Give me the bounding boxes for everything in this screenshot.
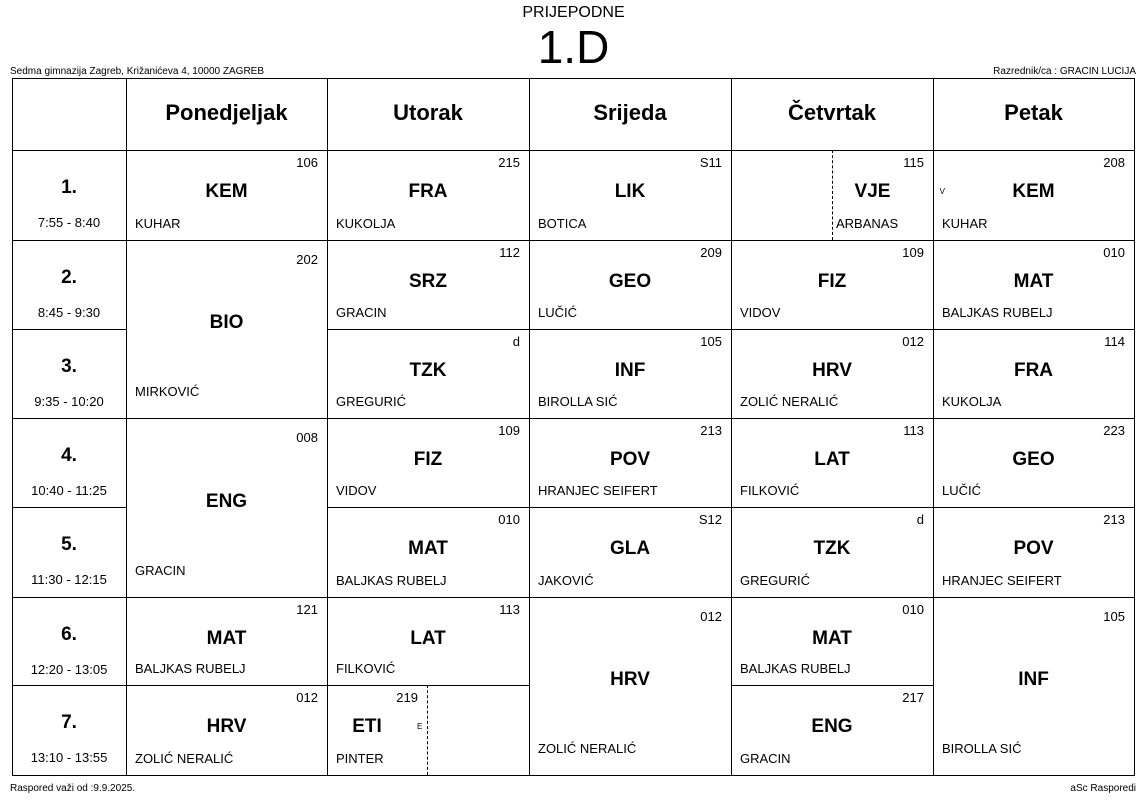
teacher-name: GREGURIĆ	[336, 394, 407, 409]
teacher-name: GRACIN	[336, 305, 387, 320]
software-credit: aSc Rasporedi	[1070, 783, 1136, 794]
subject-code: MAT	[812, 628, 852, 649]
day-header: Petak	[1004, 100, 1063, 125]
teacher-name: ARBANAS	[836, 216, 899, 231]
room-number: 105	[1103, 609, 1125, 624]
period-time: 13:10 - 13:55	[30, 750, 108, 765]
room-number: 008	[296, 430, 318, 445]
teacher-name: VIDOV	[336, 483, 377, 498]
room-number: 012	[700, 609, 722, 624]
subject-code: FIZ	[817, 271, 847, 292]
room-number: S12	[698, 512, 722, 527]
subject-code: ETI	[352, 716, 382, 737]
subject-code: LIK	[614, 181, 646, 202]
room-number: 113	[903, 423, 924, 438]
split-divider	[832, 150, 833, 240]
subject-code: SRZ	[409, 271, 447, 292]
subject-code: VJE	[854, 181, 891, 202]
teacher-name: KUHAR	[135, 216, 181, 231]
subject-code: GEO	[1012, 449, 1055, 470]
lesson-cell	[327, 418, 529, 507]
room-number: 213	[1103, 512, 1125, 527]
subject-code: ENG	[205, 490, 248, 512]
period-time: 10:40 - 11:25	[31, 483, 107, 498]
room-number: d	[512, 334, 520, 349]
room-number: 106	[296, 155, 318, 170]
teacher-name: GRACIN	[135, 563, 186, 578]
room-number: 105	[700, 334, 722, 349]
valid-from-note: Raspored važi od :9.9.2025.	[10, 783, 136, 794]
room-number: 010	[1103, 245, 1125, 260]
teacher-name: BOTICA	[538, 216, 587, 231]
period-time: 9:35 - 10:20	[34, 394, 104, 409]
lesson-cell	[529, 418, 731, 507]
lesson-cell	[327, 329, 529, 418]
room-number: 217	[902, 690, 924, 705]
room-number: 114	[1104, 334, 1125, 349]
subject-code: HRV	[610, 669, 650, 690]
period-number: 4.	[61, 445, 77, 466]
subject-code: MAT	[206, 628, 247, 649]
period-number: 6.	[61, 624, 77, 645]
subject-code: FRA	[1013, 360, 1054, 381]
lesson-cell	[529, 329, 731, 418]
lesson-divider	[529, 775, 732, 776]
split-divider	[427, 685, 428, 775]
lesson-cell	[933, 150, 1134, 240]
teacher-name: GRACIN	[740, 751, 791, 766]
teacher-name: PINTER	[336, 751, 384, 766]
day-header: Utorak	[393, 100, 463, 125]
room-number: 223	[1103, 423, 1125, 438]
lesson-cell	[933, 507, 1134, 597]
lesson-cell	[126, 150, 327, 240]
teacher-name: FILKOVIĆ	[336, 661, 396, 676]
room-number: 010	[902, 602, 924, 617]
period-divider	[12, 240, 127, 241]
teacher-name: KUHAR	[942, 216, 988, 231]
period-divider	[12, 597, 127, 598]
teacher-name: HRANJEC SEIFERT	[538, 483, 658, 498]
teacher-name: HRANJEC SEIFERT	[942, 573, 1062, 588]
teacher-name: VIDOV	[740, 305, 781, 320]
lesson-divider	[327, 775, 530, 776]
subject-code: LAT	[410, 628, 446, 649]
subject-code: POV	[1013, 538, 1054, 559]
lesson-cell	[327, 685, 427, 775]
teacher-name: ZOLIĆ NERALIĆ	[740, 394, 839, 409]
period-time: 12:20 - 13:05	[30, 662, 108, 677]
teacher-name: ZOLIĆ NERALIĆ	[538, 741, 637, 756]
period-number: 3.	[61, 356, 77, 377]
lesson-divider	[933, 775, 1135, 776]
lesson-divider	[731, 775, 934, 776]
lesson-cell	[529, 507, 731, 597]
period-number: 1.	[61, 177, 77, 198]
period-number: 2.	[61, 267, 77, 288]
room-number: 012	[296, 690, 318, 705]
class-title: 1.D	[537, 21, 610, 73]
lesson-cell	[327, 150, 529, 240]
teacher-name: JAKOVIĆ	[538, 573, 594, 588]
period-time: 8:45 - 9:30	[37, 305, 101, 320]
teacher-name: GREGURIĆ	[740, 573, 811, 588]
lesson-cell	[529, 597, 731, 775]
subject-code: GLA	[609, 538, 651, 559]
lesson-cell	[832, 150, 945, 240]
teacher-name: LUČIĆ	[942, 483, 982, 498]
subject-code: FRA	[408, 181, 448, 202]
subject-code: TZK	[409, 360, 447, 381]
teacher-name: ZOLIĆ NERALIĆ	[135, 751, 234, 766]
lesson-cell	[529, 150, 731, 240]
room-number: 208	[1103, 155, 1125, 170]
subject-code: FIZ	[413, 449, 443, 470]
teacher-name: BALJKAS RUBELJ	[740, 661, 851, 676]
teacher-name: BALJKAS RUBELJ	[336, 573, 447, 588]
day-header: Srijeda	[593, 100, 667, 125]
lesson-cell	[731, 597, 933, 685]
room-number: 121	[296, 602, 318, 617]
teacher-name: KUKOLJA	[336, 216, 396, 231]
subject-code: KEM	[1012, 181, 1055, 202]
teacher-name: BALJKAS RUBELJ	[942, 305, 1053, 320]
lesson-cell	[731, 329, 933, 418]
lesson-cell	[126, 418, 327, 597]
lesson-cell	[126, 597, 327, 685]
room-number: 109	[498, 423, 520, 438]
room-number: 215	[498, 155, 520, 170]
period-time: 11:30 - 12:15	[31, 572, 107, 587]
room-number: 012	[902, 334, 924, 349]
lesson-cell	[731, 685, 933, 775]
subject-code: INF	[1018, 669, 1049, 690]
group-note: V	[939, 187, 945, 196]
lesson-cell	[327, 507, 529, 597]
group-note: E	[417, 722, 423, 731]
room-number: 010	[498, 512, 520, 527]
room-number: 115	[903, 155, 924, 170]
room-number: 209	[700, 245, 722, 260]
lesson-cell	[933, 597, 1134, 775]
lesson-cell	[731, 507, 933, 597]
teacher-name: BIROLLA SIĆ	[538, 394, 618, 409]
period-number: 7.	[61, 712, 77, 733]
lesson-cell	[731, 240, 933, 329]
room-number: 213	[700, 423, 722, 438]
subject-code: INF	[614, 360, 646, 381]
period-time: 7:55 - 8:40	[37, 215, 101, 230]
lesson-cell	[327, 597, 529, 685]
teacher-name: BIROLLA SIĆ	[942, 741, 1022, 756]
school-address: Sedma gimnazija Zagreb, Križanićeva 4, 10000 ZAGREB	[10, 66, 265, 77]
room-number: d	[916, 512, 924, 527]
grid-border-right	[1134, 78, 1135, 776]
lesson-cell	[933, 329, 1134, 418]
day-header: Ponedjeljak	[165, 100, 288, 125]
period-divider	[12, 507, 127, 508]
teacher-name: FILKOVIĆ	[740, 483, 800, 498]
subject-code: BIO	[209, 312, 244, 333]
lesson-cell	[126, 240, 327, 418]
subject-code: HRV	[206, 716, 247, 737]
period-number: 5.	[61, 534, 77, 555]
subject-code: MAT	[408, 538, 448, 559]
teacher-name: BALJKAS RUBELJ	[135, 661, 246, 676]
lesson-cell	[731, 418, 933, 507]
subject-code: GEO	[608, 271, 652, 292]
subject-code: HRV	[812, 360, 852, 381]
lesson-cell	[327, 240, 529, 329]
teacher-name: KUKOLJA	[942, 394, 1002, 409]
subject-code: ENG	[811, 716, 853, 737]
room-number: S11	[699, 155, 722, 170]
subject-code: LAT	[814, 449, 850, 470]
room-number: 113	[499, 602, 520, 617]
period-divider	[12, 418, 127, 419]
lesson-divider	[126, 775, 328, 776]
subject-code: KEM	[205, 181, 248, 202]
room-number: 112	[499, 245, 520, 260]
period-divider	[12, 329, 127, 330]
lesson-cell	[933, 240, 1134, 329]
lesson-cell	[529, 240, 731, 329]
room-number: 219	[396, 690, 418, 705]
class-teacher: Razrednik/ca : GRACIN LUCIJA	[993, 66, 1136, 77]
day-header: Četvrtak	[787, 100, 877, 125]
teacher-name: LUČIĆ	[538, 305, 578, 320]
lesson-cell	[126, 685, 327, 775]
lesson-cell	[933, 418, 1134, 507]
grid-border-top	[12, 78, 1135, 79]
room-number: 202	[296, 252, 318, 267]
teacher-name: MIRKOVIĆ	[135, 384, 200, 399]
period-divider	[12, 685, 127, 686]
subject-code: MAT	[1013, 271, 1054, 292]
room-number: 109	[902, 245, 924, 260]
schedule-subtitle: PRIJEPODNE	[522, 4, 625, 21]
subject-code: TZK	[813, 538, 851, 559]
subject-code: POV	[609, 449, 651, 470]
